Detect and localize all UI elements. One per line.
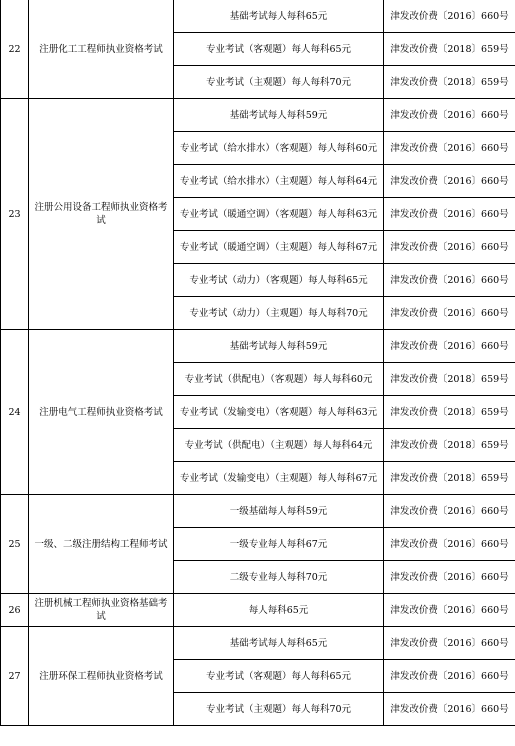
policy-document: 津发改价费〔2016〕660号: [384, 297, 515, 330]
policy-document: 津发改价费〔2018〕659号: [384, 429, 515, 462]
item-number: 27: [1, 627, 29, 726]
policy-document: 津发改价费〔2018〕659号: [384, 396, 515, 429]
fee-standard: 二级专业每人每科70元: [174, 561, 384, 594]
policy-document: 津发改价费〔2016〕660号: [384, 660, 515, 693]
fee-standard: 专业考试（供配电）（客观题）每人每科60元: [174, 363, 384, 396]
fee-standard: 每人每科65元: [174, 594, 384, 627]
exam-name: 注册环保工程师执业资格考试: [29, 627, 174, 726]
fee-standard: 专业考试（客观题）每人每科65元: [174, 660, 384, 693]
fee-standard: 专业考试（动力）（主观题）每人每科70元: [174, 297, 384, 330]
policy-document: 津发改价费〔2016〕660号: [384, 99, 515, 132]
fee-standard: 基础考试每人每科59元: [174, 99, 384, 132]
policy-document: 津发改价费〔2016〕660号: [384, 693, 515, 726]
fee-table-body: [1, 0, 515, 726]
policy-document: 津发改价费〔2016〕660号: [384, 561, 515, 594]
fee-standard: 专业考试（暖通空调）（客观题）每人每科63元: [174, 198, 384, 231]
fee-standard: 专业考试（主观题）每人每科70元: [174, 66, 384, 99]
fee-standard: 基础考试每人每科59元: [174, 330, 384, 363]
fee-standard: 专业考试（给水排水）（客观题）每人每科60元: [174, 132, 384, 165]
fee-standard: 专业考试（供配电）（主观题）每人每科64元: [174, 429, 384, 462]
fee-standard: 专业考试（动力）（客观题）每人每科65元: [174, 264, 384, 297]
exam-name: 注册化工工程师执业资格考试: [29, 0, 174, 99]
fee-standard: 专业考试（发输变电）（主观题）每人每科67元: [174, 462, 384, 495]
table-row: [1, 0, 515, 33]
policy-document: 津发改价费〔2016〕660号: [384, 198, 515, 231]
policy-document: 津发改价费〔2016〕660号: [384, 627, 515, 660]
fee-standard: 一级基础每人每科59元: [174, 495, 384, 528]
item-number: 23: [1, 99, 29, 330]
policy-document: 津发改价费〔2018〕659号: [384, 462, 515, 495]
policy-document: 津发改价费〔2018〕659号: [384, 363, 515, 396]
exam-name: 一级、二级注册结构工程师考试: [29, 495, 174, 594]
policy-document: 津发改价费〔2016〕660号: [384, 330, 515, 363]
table-row: [1, 495, 515, 528]
fee-standard: 专业考试（主观题）每人每科70元: [174, 693, 384, 726]
policy-document: 津发改价费〔2016〕660号: [384, 495, 515, 528]
exam-name: 注册机械工程师执业资格基础考试: [29, 594, 174, 627]
policy-document: 津发改价费〔2016〕660号: [384, 231, 515, 264]
fee-standard: 基础考试每人每科65元: [174, 0, 384, 33]
policy-document: 津发改价费〔2016〕660号: [384, 528, 515, 561]
item-number: 22: [1, 0, 29, 99]
policy-document: 津发改价费〔2018〕659号: [384, 66, 515, 99]
policy-document: 津发改价费〔2016〕660号: [384, 165, 515, 198]
fee-standard: 一级专业每人每科67元: [174, 528, 384, 561]
policy-document: 津发改价费〔2016〕660号: [384, 264, 515, 297]
policy-document: 津发改价费〔2016〕660号: [384, 0, 515, 33]
exam-name: 注册电气工程师执业资格考试: [29, 330, 174, 495]
item-number: 26: [1, 594, 29, 627]
table-row: [1, 330, 515, 363]
table-row: [1, 627, 515, 660]
table-row: [1, 99, 515, 132]
policy-document: 津发改价费〔2018〕659号: [384, 33, 515, 66]
item-number: 25: [1, 495, 29, 594]
fee-standard: 专业考试（客观题）每人每科65元: [174, 33, 384, 66]
fee-standard: 基础考试每人每科65元: [174, 627, 384, 660]
exam-name: 注册公用设备工程师执业资格考试: [29, 99, 174, 330]
table-row: [1, 594, 515, 627]
policy-document: 津发改价费〔2016〕660号: [384, 594, 515, 627]
fee-standard: 专业考试（给水排水）（主观题）每人每科64元: [174, 165, 384, 198]
item-number: 24: [1, 330, 29, 495]
fee-standard: 专业考试（发输变电）（客观题）每人每科63元: [174, 396, 384, 429]
policy-document: 津发改价费〔2016〕660号: [384, 132, 515, 165]
fee-standard: 专业考试（暖通空调）（主观题）每人每科67元: [174, 231, 384, 264]
